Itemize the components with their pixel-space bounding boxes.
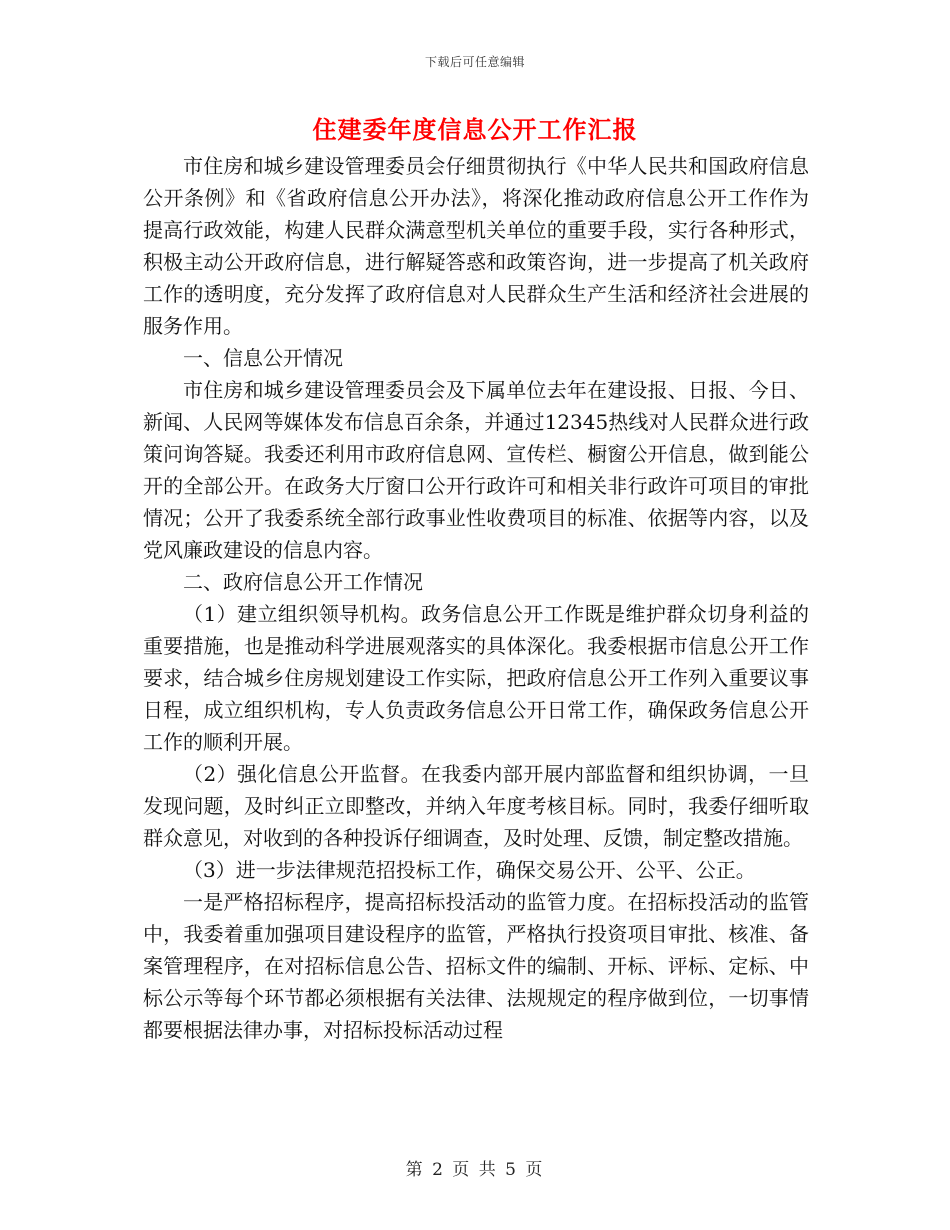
- paragraph-item-3-detail: 一是严格招标程序，提高招标投活动的监管力度。在招标投活动的监管中，我委着重加强项目建设程序的监管，严格执行投资项目审批、核准、备案管理程序，在对招标信息公告、招标文件的编制、开标、评标、定标、中标公示等每个环节都必须根据有关法律、法规规定的程序做到位，一切事情都要根据法律办事，对招标投标活动过程: [143, 890, 809, 1042]
- document-body: [143, 150, 809, 1046]
- section-heading-2: 二、政府信息公开工作情况: [183, 570, 423, 594]
- paragraph-item-1: （1）建立组织领导机构。政务信息公开工作既是维护群众切身利益的重要措施，也是推动科学进展观落实的具体深化。我委根据市信息公开工作要求，结合城乡住房规划建设工作实际，把政府信息公开工作列入重要议事日程，成立组织机构，专人负责政务信息公开日常工作，确保政务信息公开工作的顺利开展。: [143, 602, 809, 754]
- paragraph-section-1: 市住房和城乡建设管理委员会及下属单位去年在建设报、日报、今日、新闻、人民网等媒体发布信息百余条，并通过12345热线对人民群众进行政策问询答疑。我委还利用市政府信息网、宣传栏、橱窗公开信息，做到能公开的全部公开。在政务大厅窗口公开行政许可和相关非行政许可项目的审批情况；公开了我委系统全部行政事业性收费项目的标准、依据等内容，以及党风廉政建设的信息内容。: [143, 378, 809, 562]
- page-number: 第 2 页 共 5 页: [405, 1160, 545, 1180]
- section-heading-1: 一、信息公开情况: [183, 346, 343, 370]
- paragraph-intro: 市住房和城乡建设管理委员会仔细贯彻执行《中华人民共和国政府信息公开条例》和《省政府信息公开办法》，将深化推动政府信息公开工作作为提高行政效能，构建人民群众满意型机关单位的重要手段，实行各种形式，积极主动公开政府信息，进行解疑答惑和政策咨询，进一步提高了机关政府工作的透明度，充分发挥了政府信息对人民群众生产生活和经济社会进展的服务作用。: [143, 154, 809, 338]
- paragraph-item-3: （3）进一步法律规范招投标工作，确保交易公开、公平、公正。: [183, 858, 756, 882]
- paragraph-item-2: （2）强化信息公开监督。在我委内部开展内部监督和组织协调，一旦发现问题，及时纠正立即整改，并纳入年度考核目标。同时，我委仔细听取群众意见，对收到的各种投诉仔细调查，及时处理、反馈，制定整改措施。: [143, 762, 809, 850]
- header-note: 下载后可任意编辑: [424, 55, 525, 69]
- document-title: 住建委年度信息公开工作汇报: [312, 115, 638, 144]
